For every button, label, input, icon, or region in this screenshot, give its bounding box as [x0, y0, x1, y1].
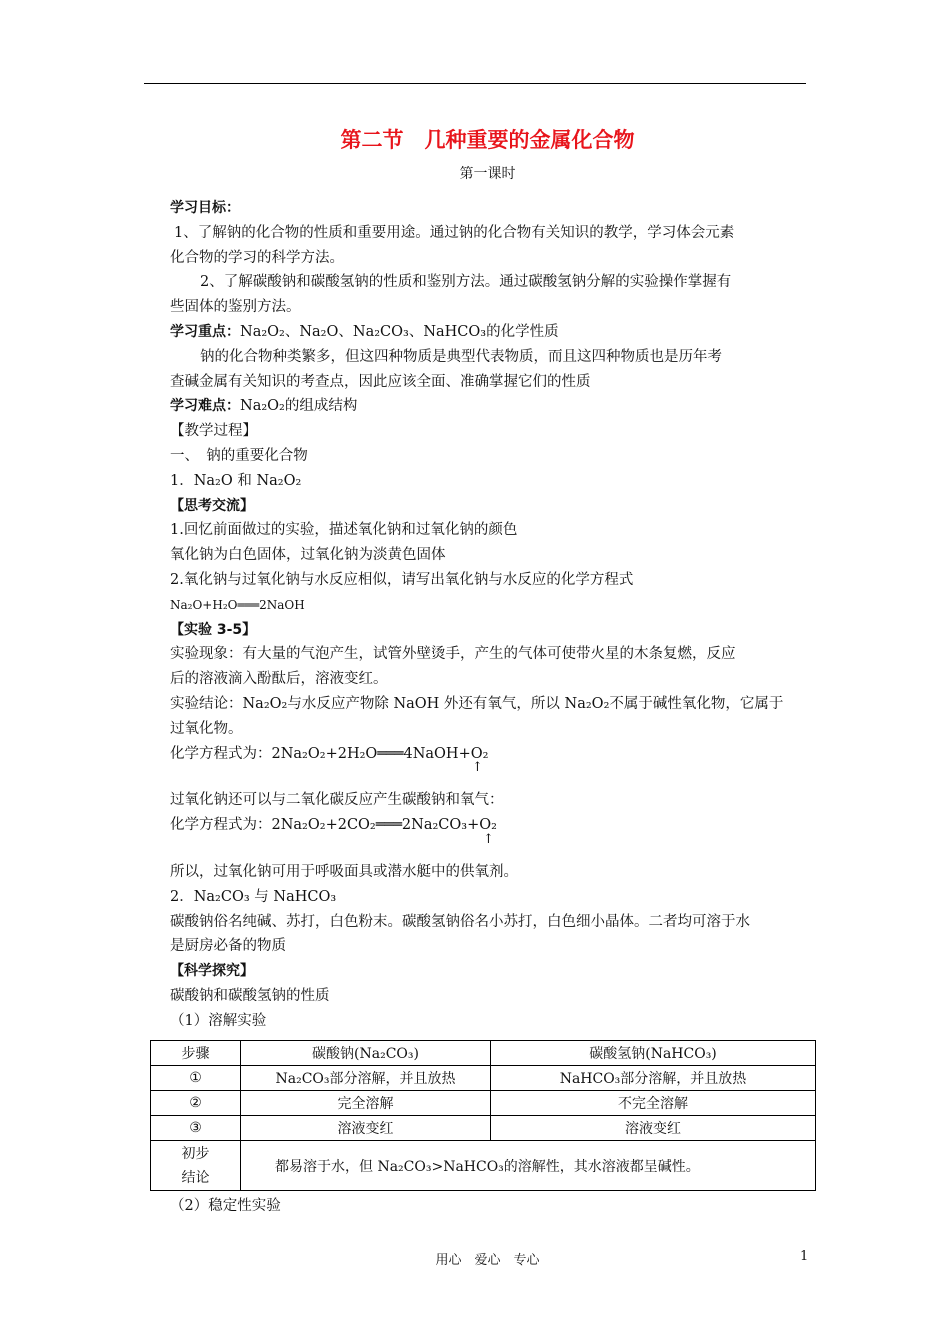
science-text: 碳酸钠和碳酸氢钠的性质	[170, 987, 330, 1004]
goal2-line-b: 些固体的鉴别方法。	[170, 299, 301, 316]
table-header-cell: 碳酸钠(Na₂CO₃)	[241, 1041, 491, 1066]
answer-1: 氧化钠为白色固体，过氧化钠为淡黄色固体	[170, 547, 446, 564]
table-cell: 完全溶解	[241, 1091, 491, 1116]
equation-3: 化学方程式为：2Na₂O₂+2CO₂═══2Na₂CO₃+O₂	[170, 817, 497, 834]
observation-line-a: 实验现象：有大量的气泡产生，试管外壁烫手，产生的气体可使带火星的木条复燃，反应	[170, 646, 736, 663]
names-line-b: 是厨房必备的物质	[170, 938, 286, 955]
science-heading: 【科学探究】	[170, 963, 254, 980]
table-conclusion-row	[151, 1141, 816, 1191]
goal1-line-b: 化合物的学习的科学方法。	[170, 249, 344, 266]
page-footer: 用心 爱心 专心	[435, 1253, 540, 1268]
document-body	[170, 196, 810, 1034]
table-cell: Na₂CO₃部分溶解，并且放热	[241, 1066, 491, 1091]
focus-para-a: 钠的化合物种类繁多，但这四种物质是典型代表物质，而且这四种物质也是历年考	[200, 348, 722, 365]
table-header-row	[151, 1041, 816, 1066]
difficulty-line	[170, 394, 810, 419]
question-2: 2.氧化钠与过氧化钠与水反应相似，请写出氧化钠与水反应的化学方程式	[170, 571, 634, 588]
table-cell: NaHCO₃部分溶解，并且放热	[491, 1066, 816, 1091]
table-conclusion-text: 都易溶于水，但 Na₂CO₃>NaHCO₃的溶解性，其水溶液都呈碱性。	[241, 1141, 816, 1191]
table-cell: 不完全溶解	[491, 1091, 816, 1116]
experiment-heading: 【实验 3-5】	[170, 621, 257, 638]
table-header-cell: 碳酸氢钠(NaHCO₃)	[491, 1041, 816, 1066]
difficulty-heading: 学习难点：	[170, 398, 240, 415]
table-cell: 溶液变红	[491, 1116, 816, 1141]
table-header-cell: 步骤	[151, 1041, 241, 1066]
conclusion-line-a: 实验结论：Na₂O₂与水反应产物除 NaOH 外还有氧气，所以 Na₂O₂不属于碱性氧化物，它属于	[170, 695, 784, 712]
question-1: 1.回忆前面做过的实验，描述氧化钠和过氧化钠的颜色	[170, 522, 518, 539]
table-row	[151, 1116, 816, 1141]
gas-arrow-icon: ↑	[472, 760, 483, 776]
page-number: 1	[800, 1249, 809, 1264]
equation-2: 化学方程式为：2Na₂O₂+2H₂O═══4NaOH+O₂	[170, 745, 489, 762]
process-heading: 【教学过程】	[170, 423, 257, 440]
item-2-heading: 2．Na₂CO₃ 与 NaHCO₃	[170, 888, 337, 905]
usage-line: 所以，过氧化钠可用于呼吸面具或潜水艇中的供氧剂。	[170, 863, 518, 880]
gas-arrow-icon: ↑	[483, 831, 494, 847]
focus-line	[170, 320, 810, 345]
dissolve-heading: （1）溶解实验	[170, 1012, 267, 1029]
item-1-heading: 1．Na₂O 和 Na₂O₂	[170, 472, 302, 489]
table-cell: 溶液变红	[241, 1116, 491, 1141]
dissolution-table	[150, 1040, 816, 1191]
table-cell: ①	[151, 1066, 241, 1091]
co2-reaction-line: 过氧化钠还可以与二氧化碳反应产生碳酸钠和氧气：	[170, 792, 504, 809]
header-rule	[144, 83, 806, 84]
goals-heading: 学习目标：	[170, 200, 240, 216]
stability-heading: （2）稳定性实验	[170, 1198, 281, 1214]
observation-line-b: 后的溶液滴入酚酞后，溶液变红。	[170, 671, 388, 688]
equation-2-arrow-row	[170, 760, 810, 788]
table-row	[151, 1091, 816, 1116]
page-subtitle: 第一课时	[459, 166, 516, 182]
difficulty-text: Na₂O₂的组成结构	[240, 398, 358, 415]
focus-text: Na₂O₂、Na₂O、Na₂CO₃、NaHCO₃的化学性质	[240, 323, 559, 340]
table-row	[151, 1066, 816, 1091]
focus-heading: 学习重点：	[170, 323, 240, 340]
table-cell: ③	[151, 1116, 241, 1141]
equation-3-arrow-row	[170, 831, 810, 860]
table-cell: ②	[151, 1091, 241, 1116]
goal1-line-a: 1、了解钠的化合物的性质和重要用途。通过钠的化合物有关知识的教学，学习体会元素	[174, 224, 735, 241]
section-1-heading: 一、 钠的重要化合物	[170, 447, 308, 464]
names-line-a: 碳酸钠俗名纯碱、苏打，白色粉末。碳酸氢钠俗名小苏打，白色细小晶体。二者均可溶于水	[170, 913, 750, 930]
think-heading: 【思考交流】	[170, 497, 254, 514]
goal2-line-a: 2、了解碳酸钠和碳酸氢钠的性质和鉴别方法。通过碳酸氢钠分解的实验操作掌握有	[200, 274, 732, 291]
equation-1: Na₂O+H₂O═══2NaOH	[170, 597, 305, 612]
table-conclusion-label: 初步 结论	[151, 1141, 241, 1191]
conclusion-line-b: 过氧化物。	[170, 720, 243, 737]
page-title: 第二节 几种重要的金属化合物	[340, 128, 635, 152]
focus-para-b: 查碱金属有关知识的考查点，因此应该全面、准确掌握它们的性质	[170, 373, 591, 390]
